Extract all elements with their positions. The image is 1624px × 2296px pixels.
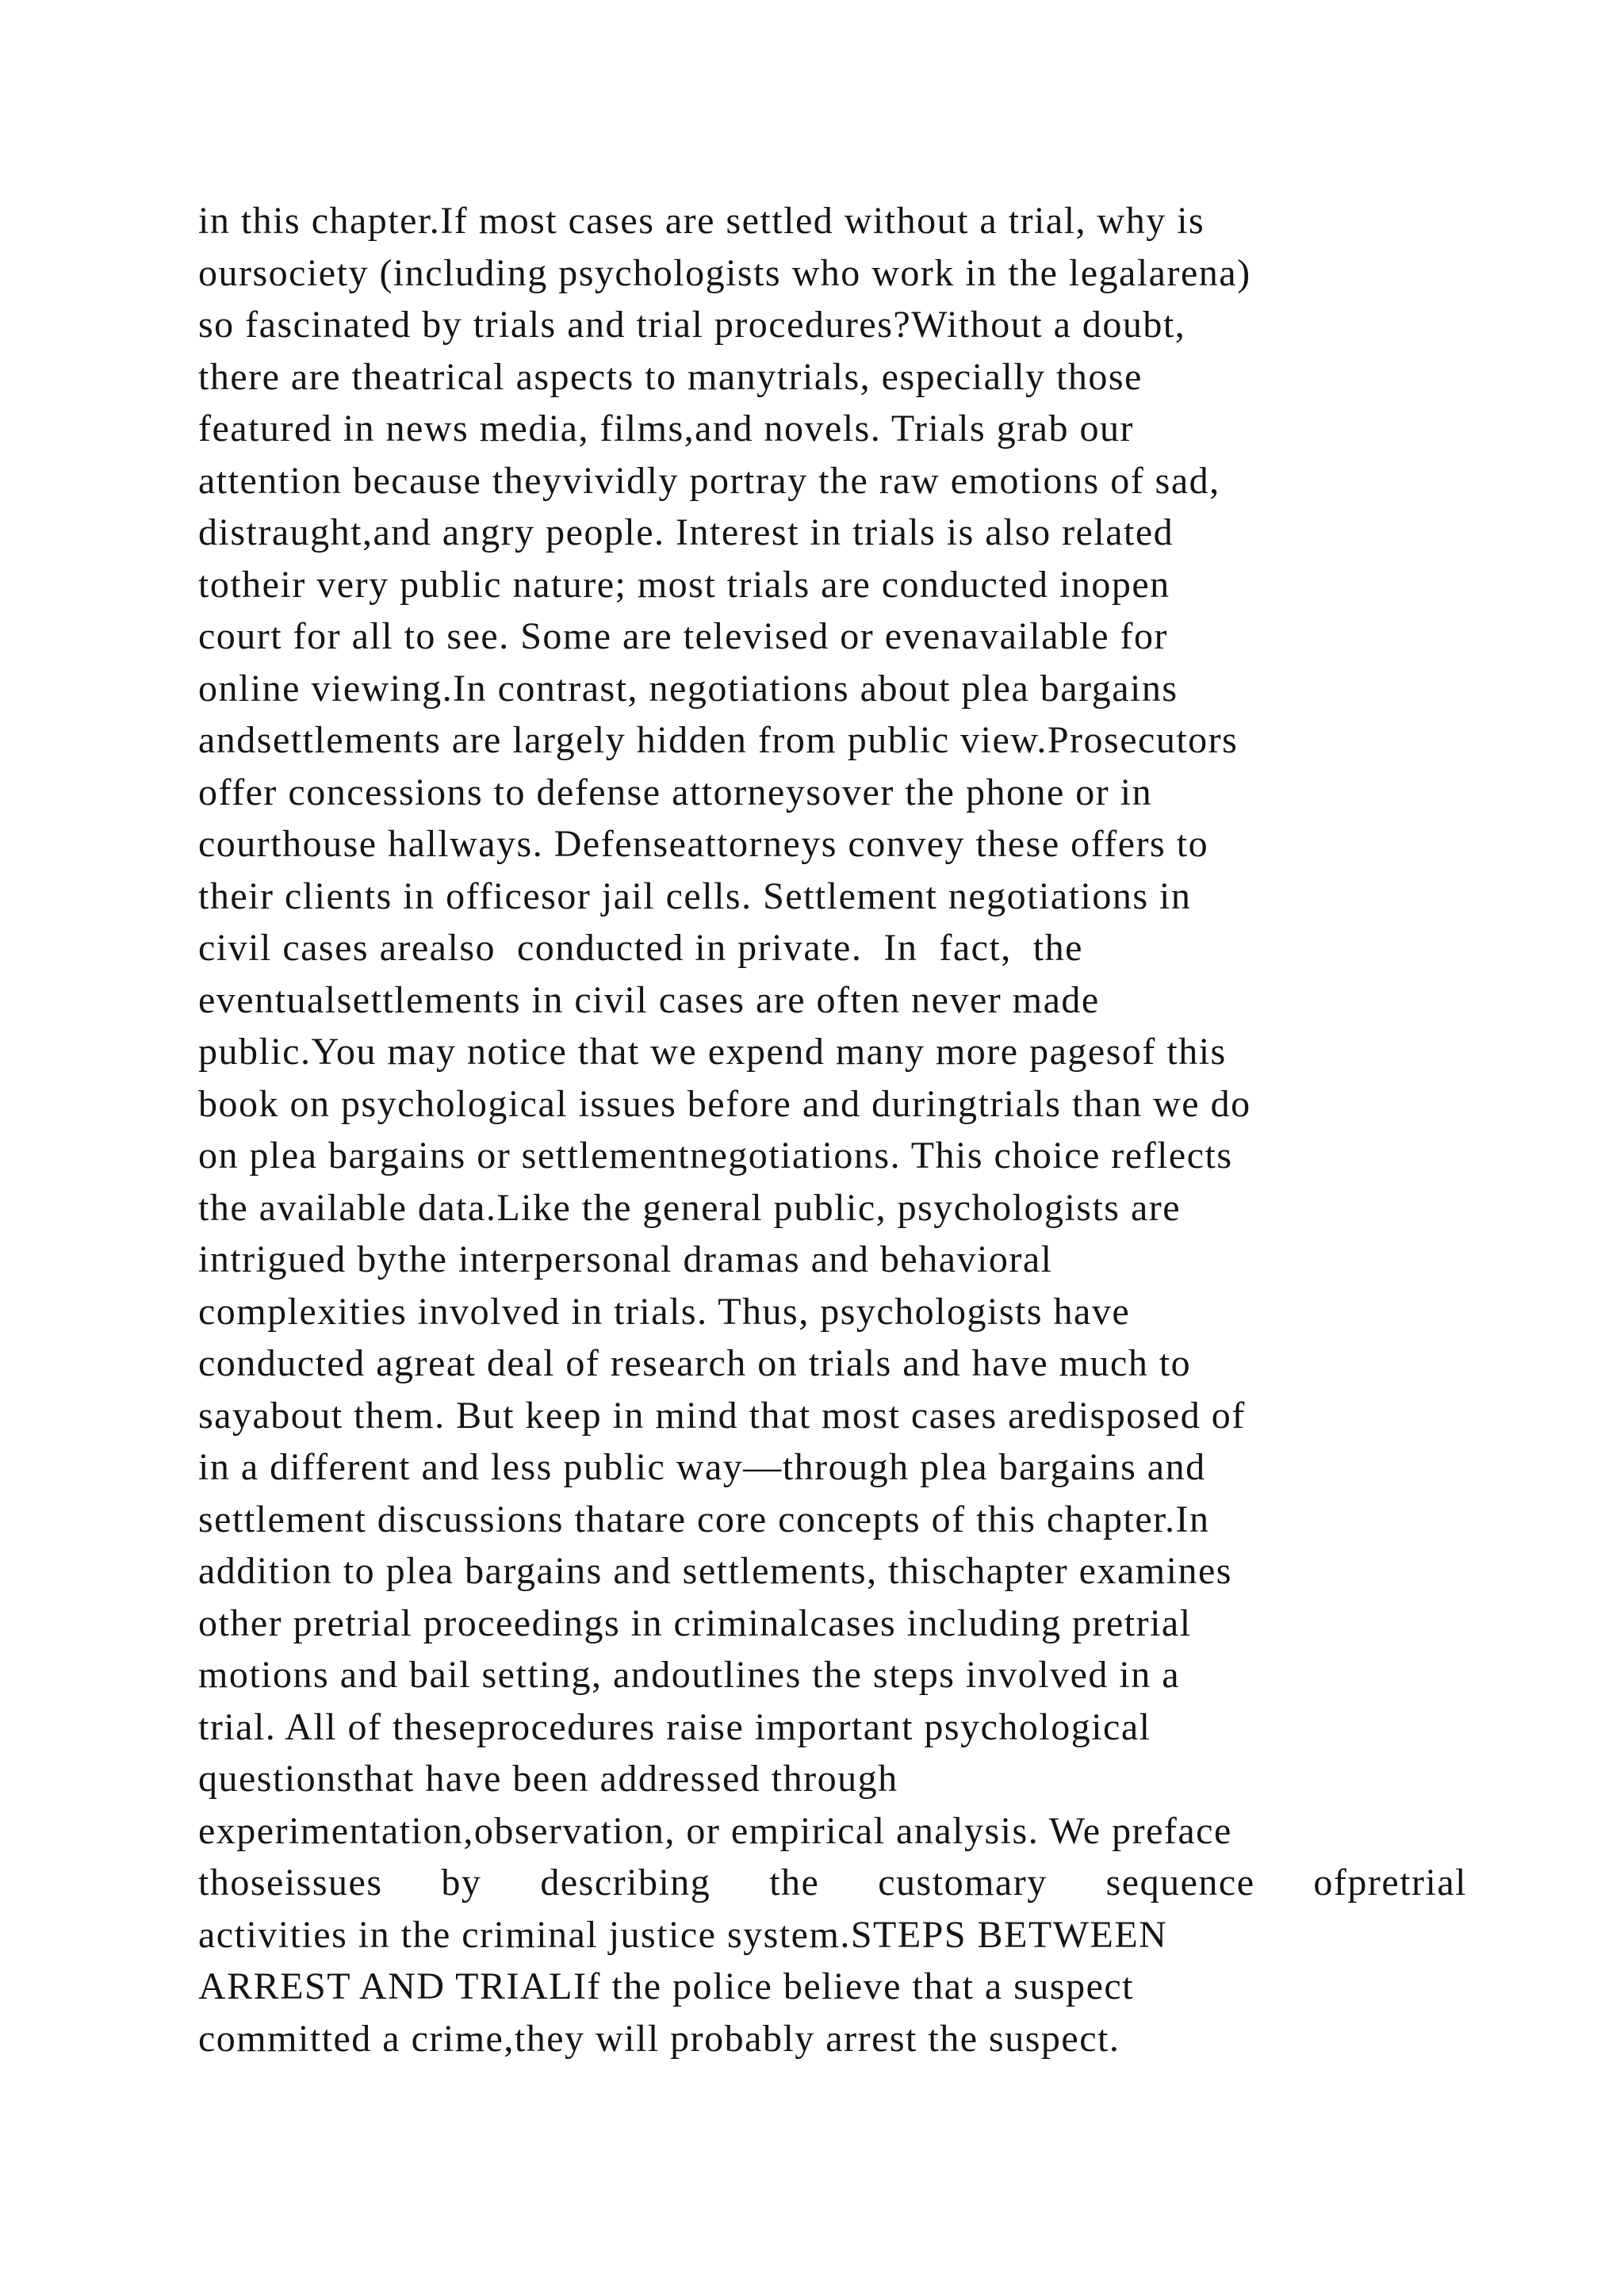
text-line: court for all to see. Some are televised or evenavailable for [198, 615, 1169, 657]
text-line: totheir very public nature; most trials are conducted inopen [198, 563, 1170, 606]
text-line: complexities involved in trials. Thus, psychologists have [198, 1290, 1131, 1333]
text-line: oursociety (including psychologists who work in the legalarena) [198, 251, 1251, 294]
text-line: other pretrial proceedings in criminalcases including pretrial [198, 1601, 1192, 1644]
text-line: civil cases arealso conducted in private. In fact, the [198, 927, 1083, 969]
text-line: there are theatrical aspects to manytrials, especially those [198, 355, 1143, 398]
text-line: their clients in officesor jail cells. Settlement negotiations in [198, 874, 1192, 917]
text-line: conducted agreat deal of research on trials and have much to [198, 1342, 1192, 1384]
text-line: featured in news media, films,and novels. Trials grab our [198, 408, 1134, 450]
text-line: settlement discussions thatare core concepts of this chapter.In [198, 1498, 1210, 1540]
text-line: courthouse hallways. Defenseattorneys convey these offers to [198, 823, 1209, 865]
text-line: addition to plea bargains and settlements, thischapter examines [198, 1550, 1232, 1592]
text-line: in this chapter.If most cases are settled without a trial, why is [198, 200, 1205, 242]
text-line: committed a crime,they will probably arrest the suspect. [198, 2017, 1120, 2060]
text-line: ARREST AND TRIALIf the police believe that a suspect [198, 1965, 1135, 2007]
text-line: the available data.Like the general public, psychologists are [198, 1186, 1182, 1229]
text-line: andsettlements are largely hidden from public view.Prosecutors [198, 719, 1239, 761]
text-line: public.You may notice that we expend many more pagesof this [198, 1031, 1227, 1073]
text-line: eventualsettlements in civil cases are often never made [198, 978, 1100, 1021]
text-line: on plea bargains or settlementnegotiations. This choice reflects [198, 1135, 1233, 1177]
text-line: motions and bail setting, andoutlines the steps involved in a [198, 1654, 1181, 1696]
text-line: trial. All of theseprocedures raise important psychological [198, 1705, 1151, 1748]
text-line: distraught,and angry people. Interest in trials is also related [198, 511, 1174, 553]
text-line: activities in the criminal justice system.STEPS BETWEEN [198, 1913, 1168, 1956]
text-line: attention because theyvividly portray the raw emotions of sad, [198, 459, 1220, 502]
text-line: intrigued bythe interpersonal dramas and behavioral [198, 1238, 1053, 1280]
text-line: so fascinated by trials and trial procedures?Without a doubt, [198, 304, 1186, 346]
text-line: book on psychological issues before and duringtrials than we do [198, 1082, 1251, 1125]
text-line: in a different and less public way—through plea bargains and [198, 1446, 1206, 1488]
text-line: experimentation,observation, or empirical analysis. We preface [198, 1809, 1232, 1852]
text-line: questionsthat have been addressed through [198, 1758, 898, 1800]
body-text [198, 195, 1467, 2064]
text-line: thoseissues by describing the customary sequence ofpretrial [198, 1862, 1467, 1904]
text-line: sayabout them. But keep in mind that most cases aredisposed of [198, 1394, 1246, 1437]
text-line: offer concessions to defense attorneysover the phone or in [198, 771, 1153, 813]
text-line: online viewing.In contrast, negotiations about plea bargains [198, 667, 1178, 710]
